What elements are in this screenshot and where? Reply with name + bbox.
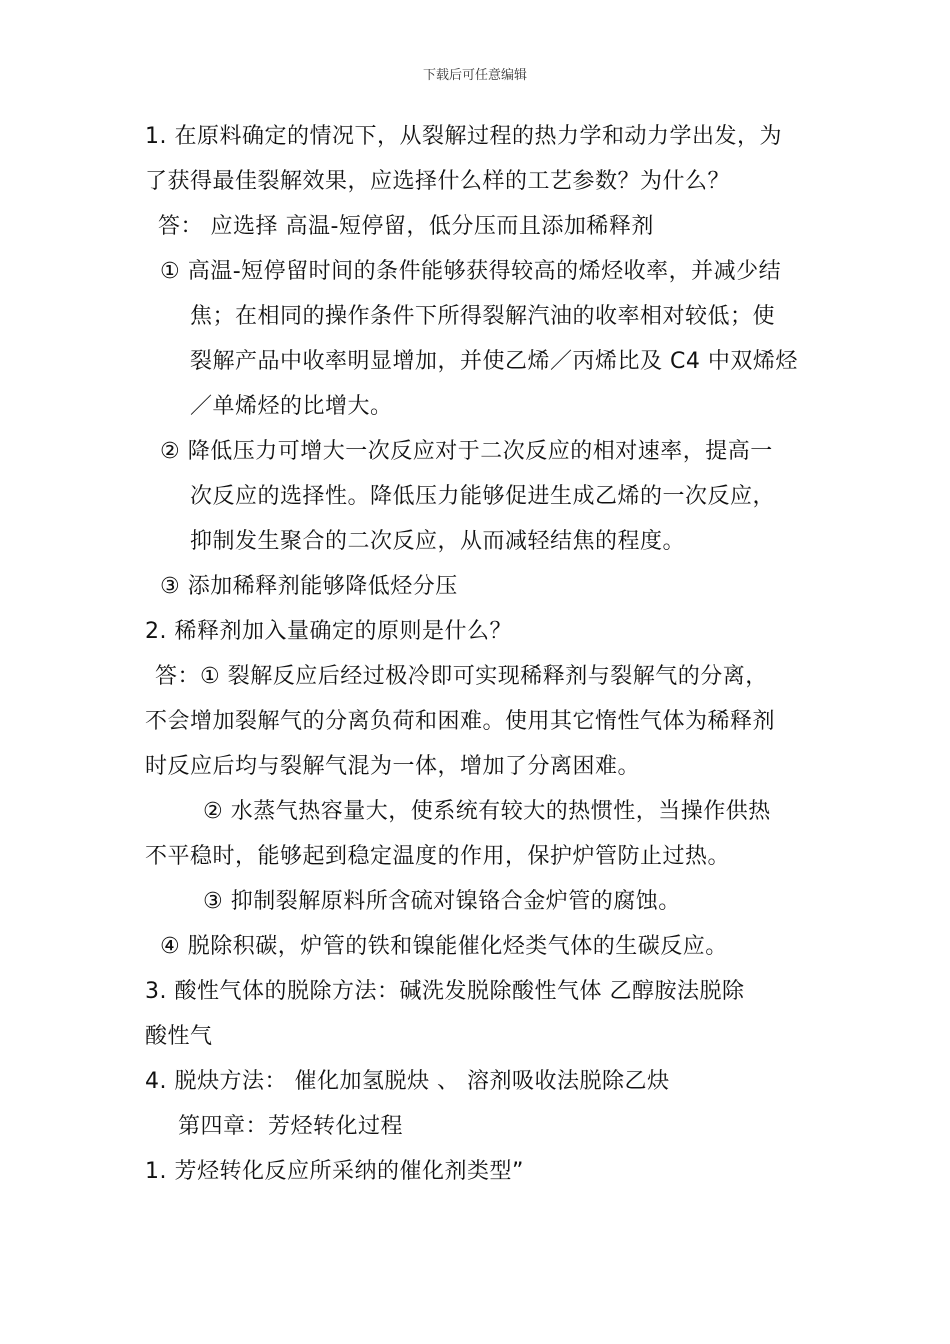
chapter-heading: 第四章：芳烃转化过程 [178,1114,404,1139]
text-line: 3. 酸性气体的脱除方法：碱洗发脱除酸性气体 乙醇胺法脱除 [145,979,745,1004]
text-line: 答： 应选择 高温-短停留，低分压而且添加稀释剂 [158,214,654,239]
text-line: 酸性气 [145,1024,213,1049]
text-line: ② 降低压力可增大一次反应对于二次反应的相对速率，提高一 [160,439,773,464]
text-line: 2. 稀释剂加入量确定的原则是什么？ [145,619,512,644]
text-line: 不会增加裂解气的分离负荷和困难。使用其它惰性气体为稀释剂 [145,709,776,734]
text-line: 焦；在相同的操作条件下所得裂解汽油的收率相对较低；使 [190,304,776,329]
text-line: 1. 在原料确定的情况下，从裂解过程的热力学和动力学出发，为 [145,124,782,149]
text-line: 1. 芳烃转化反应所采纳的催化剂类型” [145,1159,524,1184]
text-line: ③ 抑制裂解原料所含硫对镍铬合金炉管的腐蚀。 [203,889,681,914]
text-line: ② 水蒸气热容量大，使系统有较大的热惯性，当操作供热 [203,799,771,824]
text-line: 4. 脱炔方法： 催化加氢脱炔 、 溶剂吸收法脱除乙炔 [145,1069,670,1094]
text-line: 答：① 裂解反应后经过极冷即可实现稀释剂与裂解气的分离， [155,664,768,689]
text-line: 裂解产品中收率明显增加，并使乙烯／丙烯比及 C4 中双烯烃 [190,349,798,374]
text-line: 次反应的选择性。降低压力能够促进生成乙烯的一次反应， [190,484,776,509]
text-line: ① 高温-短停留时间的条件能够获得较高的烯烃收率，并减少结 [160,259,782,284]
text-line: ③ 添加稀释剂能够降低烃分压 [160,574,458,599]
text-line: 了获得最佳裂解效果，应选择什么样的工艺参数？为什么？ [145,169,731,194]
page-header: 下载后可任意编辑 [422,68,527,83]
text-line: 时反应后均与裂解气混为一体，增加了分离困难。 [145,754,641,779]
text-line: ④ 脱除积碳，炉管的铁和镍能催化烃类气体的生碳反应。 [160,934,728,959]
text-line: 抑制发生聚合的二次反应，从而减轻结焦的程度。 [190,529,686,554]
text-line: ／单烯烃的比增大。 [190,394,393,419]
text-line: 不平稳时，能够起到稳定温度的作用，保护炉管防止过热。 [145,844,731,869]
